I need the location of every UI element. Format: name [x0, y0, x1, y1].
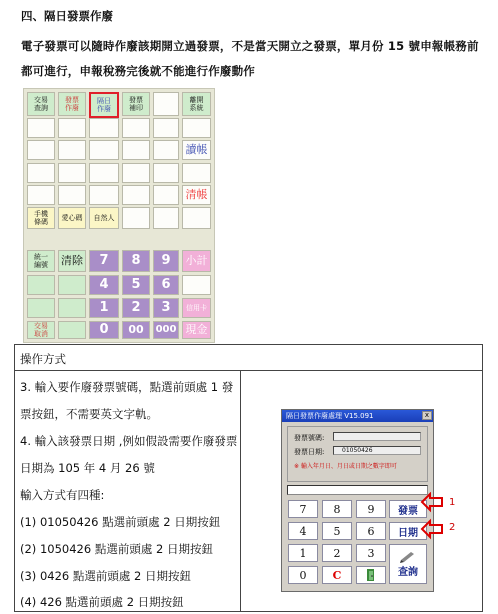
table-header-row — [14, 344, 483, 371]
section-heading: 四、隔日發票作廢 — [21, 9, 113, 23]
instruction-line: 輸入方式有四種: — [20, 488, 105, 502]
paragraph-line-1: 電子發票可以隨時作廢該期開立過發票，不是當天開立之發票，單月份 15 號申報帳務前 — [21, 39, 479, 53]
instruction-line: (1) 01050426 點選前頭處 2 日期按鈕 — [20, 515, 221, 529]
dialog-input-group — [287, 426, 428, 482]
blank-key[interactable] — [58, 118, 86, 138]
trade-query-key[interactable]: 交易 查詢 — [27, 92, 55, 116]
digit-0-key[interactable]: 0 — [89, 321, 119, 339]
digit-1-key[interactable]: 1 — [89, 298, 119, 318]
dialog-digit-1[interactable]: 1 — [288, 544, 318, 562]
blank-key[interactable] — [58, 321, 86, 339]
instruction-line: 票按鈕，不需要英文字軌。 — [20, 407, 158, 421]
blank-key[interactable] — [27, 298, 55, 318]
digit-3-key[interactable]: 3 — [153, 298, 179, 318]
next-day-void-key[interactable]: 隔日 作廢 — [89, 92, 119, 118]
callout-arrows — [420, 492, 450, 540]
invoice-date-field[interactable]: 01050426 — [333, 446, 421, 455]
blank-key[interactable] — [122, 163, 150, 183]
dialog-digit-5[interactable]: 5 — [322, 522, 352, 540]
dialog-digit-9[interactable]: 9 — [356, 500, 386, 518]
clear-account-key[interactable]: 清帳 — [182, 185, 211, 205]
citizen-cert-key[interactable]: 自然人 — [89, 207, 119, 229]
callout-label-1: 1 — [449, 497, 456, 508]
column-divider — [240, 371, 241, 612]
query-button[interactable] — [389, 544, 427, 584]
digit-4-key[interactable]: 4 — [89, 275, 119, 295]
invoice-date-label: 發票日期: — [294, 448, 325, 456]
instruction-line: (3) 0426 點選前頭處 2 日期按鈕 — [20, 569, 191, 583]
digit-6-key[interactable]: 6 — [153, 275, 179, 295]
digit-2-key[interactable]: 2 — [122, 298, 150, 318]
blank-key[interactable] — [182, 163, 211, 183]
blank-key[interactable] — [89, 118, 119, 138]
blank-key[interactable] — [153, 118, 179, 138]
blank-key[interactable] — [27, 163, 55, 183]
donation-code-key[interactable]: 愛心碼 — [58, 207, 86, 229]
blank-key[interactable] — [27, 118, 55, 138]
dialog-digit-4[interactable]: 4 — [288, 522, 318, 540]
invoice-void-key[interactable]: 發票 作廢 — [58, 92, 86, 116]
invoice-no-field[interactable] — [333, 432, 421, 441]
blank-key[interactable] — [153, 185, 179, 205]
blank-key[interactable] — [182, 207, 211, 229]
blank-key[interactable] — [58, 163, 86, 183]
digit-00-key[interactable]: 00 — [122, 321, 150, 339]
dialog-input-bar[interactable] — [287, 485, 428, 495]
instruction-line: 4. 輸入該發票日期 ,例如假設需要作廢發票 — [20, 434, 238, 448]
blank-key[interactable] — [153, 163, 179, 183]
blank-key[interactable] — [153, 140, 179, 160]
blank-key[interactable] — [58, 298, 86, 318]
read-account-key[interactable]: 讀帳 — [182, 140, 211, 160]
dialog-clear-key[interactable]: C — [322, 566, 352, 584]
callout-label-2: 2 — [449, 522, 456, 533]
digit-8-key[interactable]: 8 — [122, 250, 150, 272]
blank-key[interactable] — [122, 118, 150, 138]
dialog-title: 隔日發票作廢處理 V15.091 — [282, 410, 433, 422]
door-exit-icon[interactable] — [356, 566, 386, 584]
digit-000-key[interactable]: 000 — [153, 321, 179, 339]
blank-key[interactable] — [122, 185, 150, 205]
arrow-2-icon — [422, 521, 442, 537]
close-icon[interactable]: x — [422, 411, 432, 420]
blank-key[interactable] — [153, 207, 179, 229]
mobile-barcode-key[interactable]: 手機 條碼 — [27, 207, 55, 229]
instruction-line: (2) 1050426 點選前頭處 2 日期按鈕 — [20, 542, 213, 556]
instruction-line: 日期為 105 年 4 月 26 號 — [20, 461, 155, 475]
unified-id-key[interactable]: 統一 編號 — [27, 250, 55, 272]
cancel-trade-key[interactable]: 交易 取消 — [27, 321, 55, 339]
blank-key[interactable] — [153, 92, 179, 116]
instruction-line: (4) 426 點選前頭處 2 日期按鈕 — [20, 595, 184, 609]
dialog-note: ※ 輸入年月日、月日或日期之數字即可 — [294, 463, 397, 470]
dialog-digit-0[interactable]: 0 — [288, 566, 318, 584]
subtotal-key[interactable]: 小計 — [182, 250, 211, 272]
blank-key[interactable] — [182, 118, 211, 138]
pen-icon — [399, 550, 417, 563]
blank-key[interactable] — [182, 275, 211, 295]
digit-7-key[interactable]: 7 — [89, 250, 119, 272]
date-button[interactable]: 日期 — [389, 522, 427, 540]
blank-key[interactable] — [89, 185, 119, 205]
arrow-1-icon — [422, 494, 442, 510]
invoice-reprint-key[interactable]: 發票 補印 — [122, 92, 150, 116]
blank-key[interactable] — [58, 140, 86, 160]
pos-keypad — [23, 88, 215, 343]
next-day-void-dialog — [281, 409, 434, 592]
dialog-digit-8[interactable]: 8 — [322, 500, 352, 518]
exit-system-key[interactable]: 離開 系統 — [182, 92, 211, 116]
blank-key[interactable] — [122, 207, 150, 229]
invoice-no-label: 發票號碼: — [294, 434, 325, 442]
invoice-button[interactable]: 發票 — [389, 500, 427, 518]
blank-key[interactable] — [27, 275, 55, 295]
blank-key[interactable] — [122, 140, 150, 160]
instruction-line: 3. 輸入要作廢發票號碼，點選前頭處 1 發 — [20, 380, 234, 394]
table-header: 操作方式 — [20, 352, 66, 366]
blank-key[interactable] — [27, 140, 55, 160]
blank-key[interactable] — [89, 140, 119, 160]
query-button-label: 查詢 — [398, 567, 418, 578]
paragraph-line-2: 都可進行，申報稅務完後就不能進行作廢動作 — [21, 64, 255, 78]
dialog-digit-6[interactable]: 6 — [356, 522, 386, 540]
blank-key[interactable] — [58, 275, 86, 295]
digit-9-key[interactable]: 9 — [153, 250, 179, 272]
blank-key[interactable] — [58, 185, 86, 205]
blank-key[interactable] — [89, 163, 119, 183]
clear-key[interactable]: 清除 — [58, 250, 86, 272]
cash-key[interactable]: 現金 — [182, 321, 211, 339]
dialog-digit-7[interactable]: 7 — [288, 500, 318, 518]
dialog-digit-2[interactable]: 2 — [322, 544, 352, 562]
blank-key[interactable] — [27, 185, 55, 205]
dialog-digit-3[interactable]: 3 — [356, 544, 386, 562]
digit-5-key[interactable]: 5 — [122, 275, 150, 295]
credit-card-key[interactable]: 信用卡 — [182, 298, 211, 318]
